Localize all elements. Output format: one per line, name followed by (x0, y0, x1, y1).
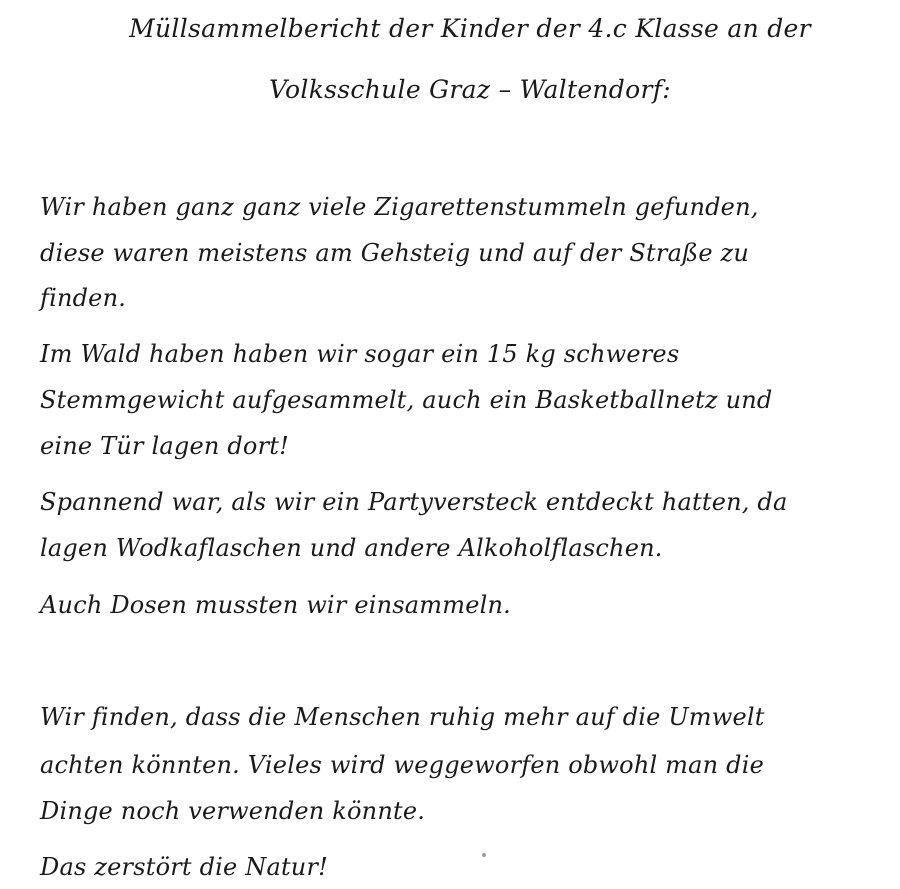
paragraph-1-line-1: Wir haben ganz ganz viele Zigarettenstummeln gefunden, (40, 193, 759, 221)
paragraph-1-line-3: finden. (40, 284, 127, 312)
paragraph-5-line-3: Dinge noch verwenden könnte. (40, 797, 426, 825)
paragraph-2-line-1: Im Wald haben haben wir sogar ein 15 kg schweres (40, 340, 680, 368)
paragraph-6-line-1: Das zerstört die Natur! (40, 853, 328, 881)
paragraph-2-line-3: eine Tür lagen dort! (40, 432, 289, 460)
report-title-line-2: Volksschule Graz – Waltendorf: (269, 75, 671, 104)
paragraph-1-line-2: diese waren meistens am Gehsteig und auf der Straße zu (40, 239, 750, 267)
paragraph-3-line-1: Spannend war, als wir ein Partyversteck entdeckt hatten, da (40, 488, 788, 516)
paragraph-5-line-2: achten könnten. Vieles wird weggeworfen obwohl man die (40, 751, 764, 779)
report-title-line-1: Müllsammelbericht der Kinder der 4.c Klasse an der (129, 14, 811, 43)
paragraph-2-line-2: Stemmgewicht aufgesammelt, auch ein Basketballnetz und (40, 386, 773, 414)
paragraph-5-line-1: Wir finden, dass die Menschen ruhig mehr auf die Umwelt (40, 703, 765, 731)
paragraph-3-line-2: lagen Wodkaflaschen und andere Alkoholflaschen. (40, 534, 663, 562)
scan-speck (482, 853, 486, 857)
paragraph-4-line-1: Auch Dosen mussten wir einsammeln. (40, 591, 511, 619)
